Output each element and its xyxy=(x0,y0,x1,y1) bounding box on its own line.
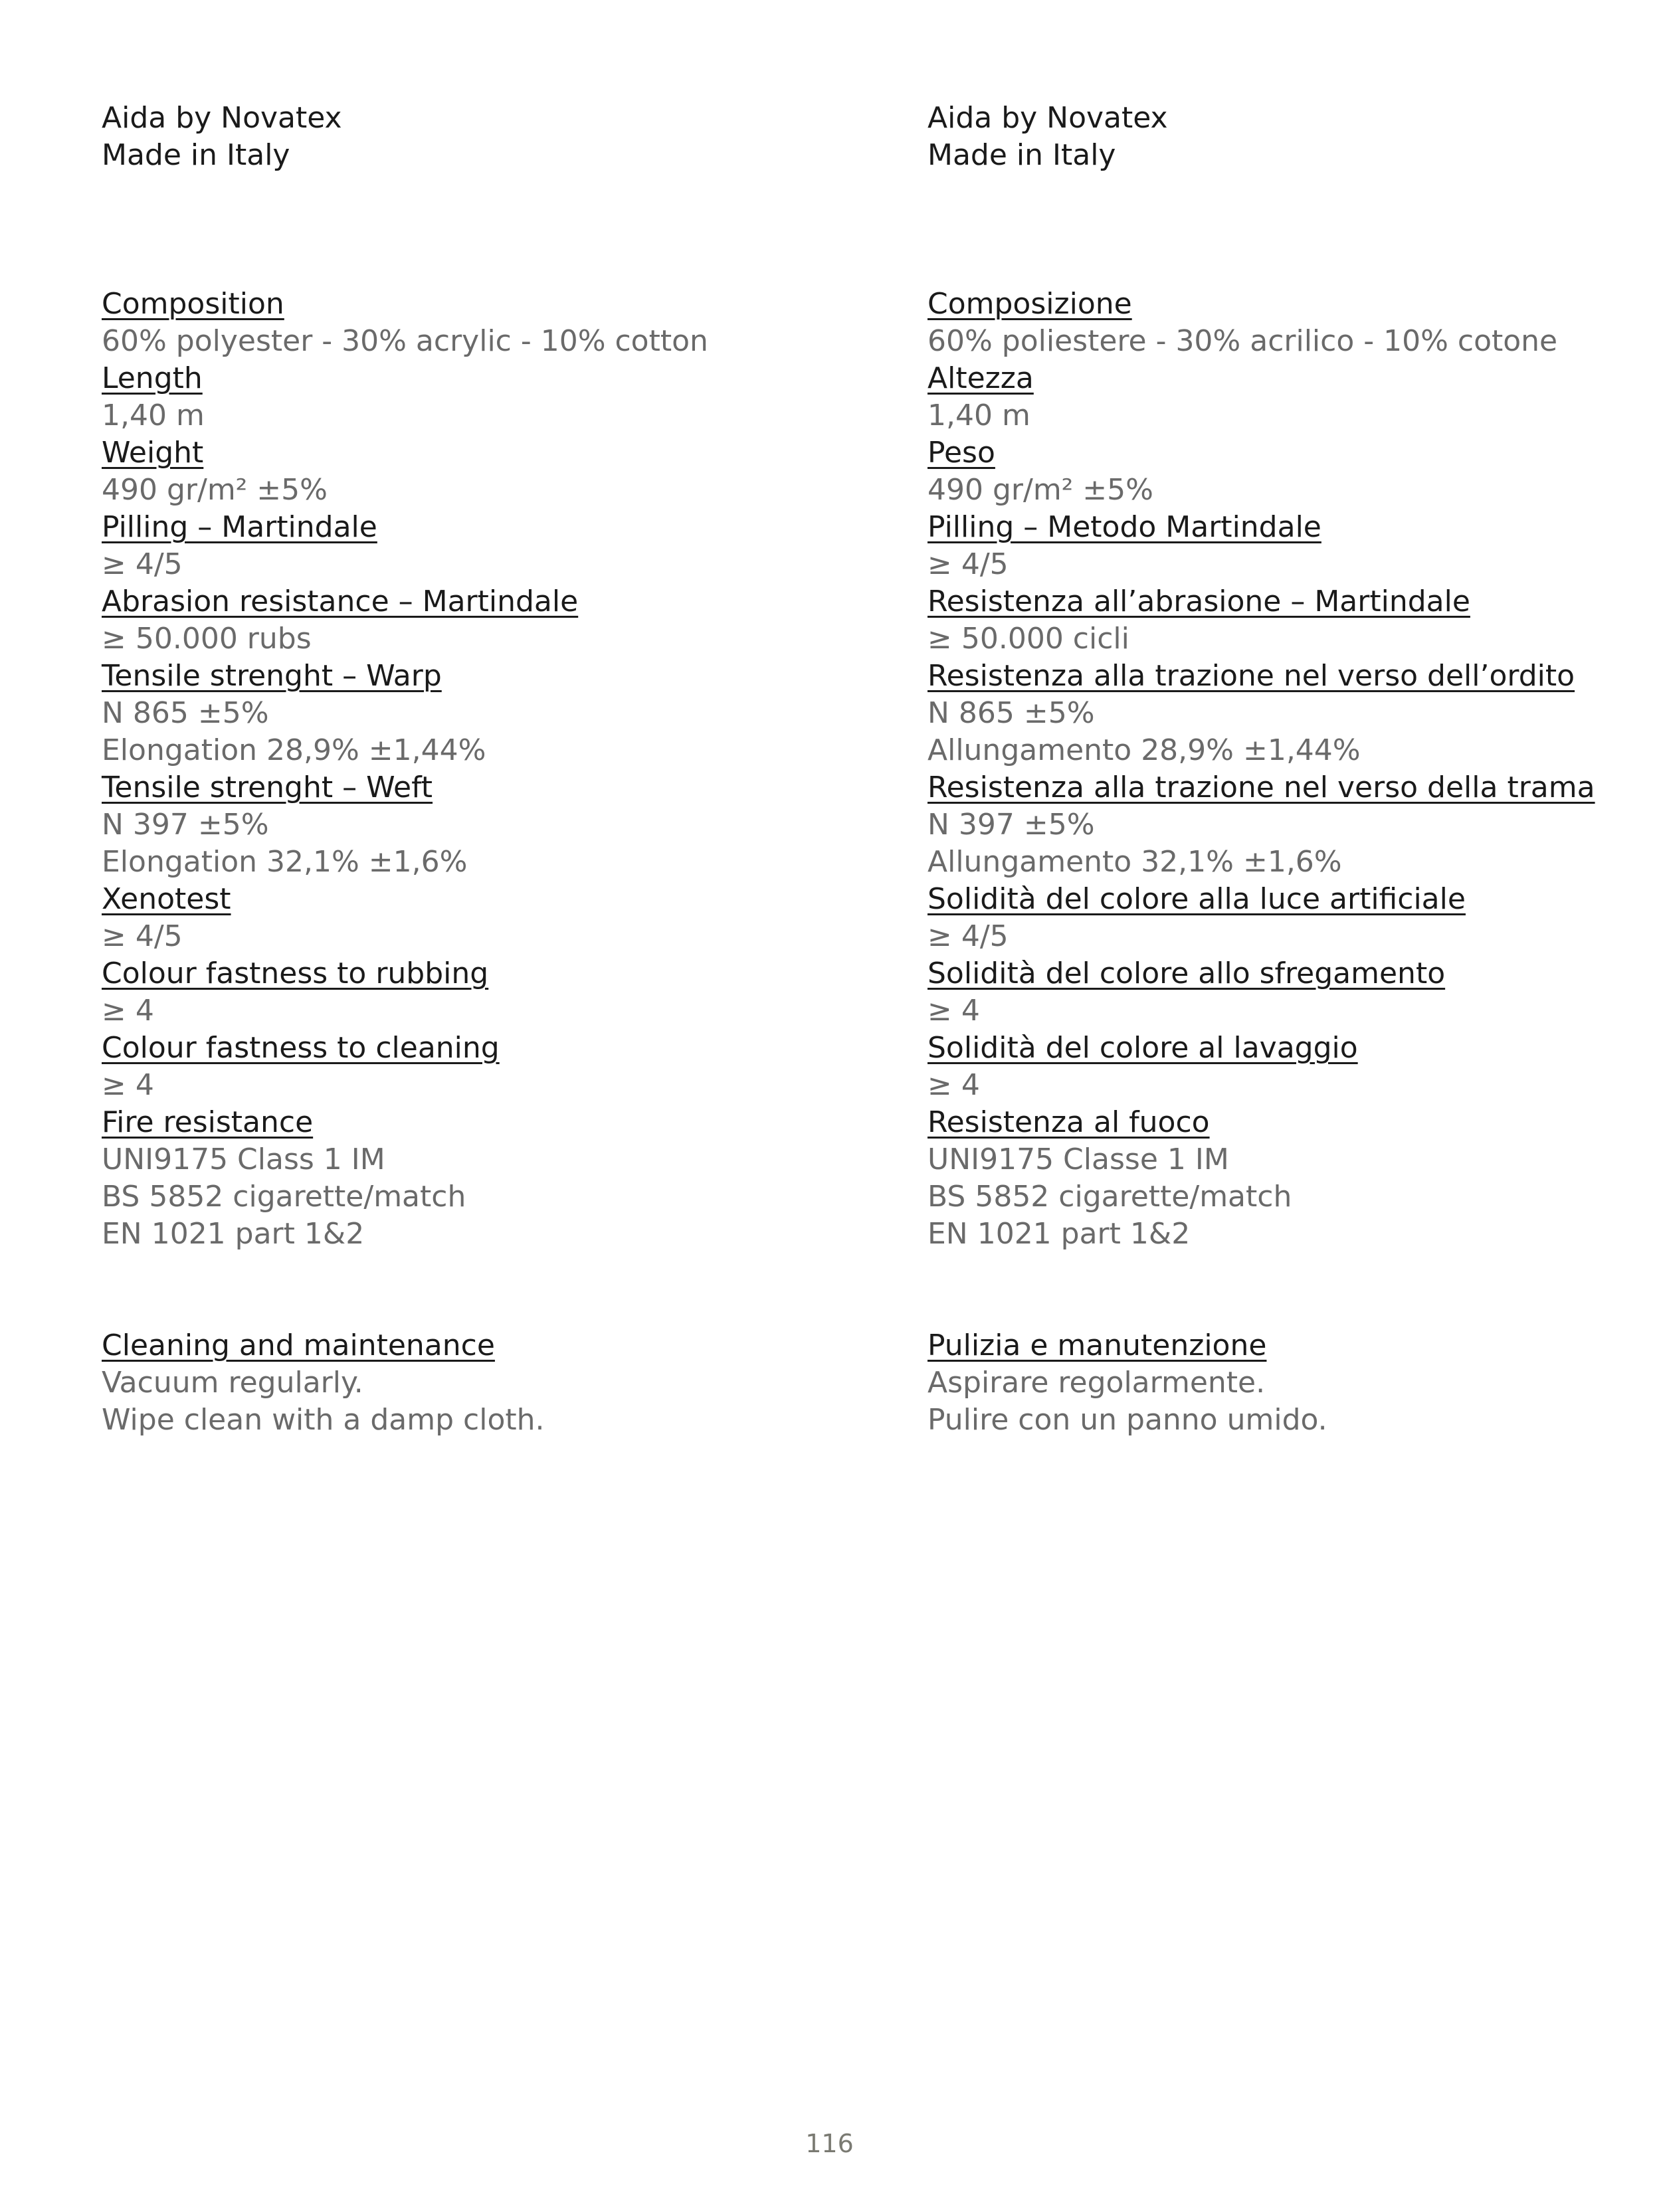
spec-value: ≥ 4/5 xyxy=(927,547,1009,581)
spec-label: Composition xyxy=(102,287,284,321)
brand-name: Aida by Novatex xyxy=(102,101,342,135)
spec-label: Pilling – Martindale xyxy=(102,510,377,544)
spec-value: ≥ 4 xyxy=(927,1068,980,1102)
care-heading: Pulizia e manutenzione xyxy=(927,1329,1267,1362)
spec-value: UNI9175 Classe 1 IM xyxy=(927,1143,1229,1176)
care-text: Pulire con un panno umido. xyxy=(927,1403,1327,1437)
spec-label: Resistenza al fuoco xyxy=(927,1105,1210,1139)
spec-value: 60% polyester - 30% acrylic - 10% cotton xyxy=(102,324,708,358)
spec-value: BS 5852 cigarette/match xyxy=(927,1180,1292,1214)
spec-value: ≥ 50.000 cicli xyxy=(927,622,1129,656)
spec-value: 490 gr/m² ±5% xyxy=(102,473,328,507)
care-text: Aspirare regolarmente. xyxy=(927,1366,1266,1400)
spec-label: Resistenza all’abrasione – Martindale xyxy=(927,585,1470,618)
spec-label: Altezza xyxy=(927,361,1034,395)
spec-value: 1,40 m xyxy=(927,399,1030,432)
spec-label: Xenotest xyxy=(102,882,231,916)
spec-value: EN 1021 part 1&2 xyxy=(927,1217,1191,1251)
spec-label: Solidità del colore allo sfregamento xyxy=(927,957,1446,990)
spec-value: 60% poliestere - 30% acrilico - 10% cotone xyxy=(927,324,1558,358)
spec-value: N 397 ±5% xyxy=(102,808,269,842)
spec-label: Abrasion resistance – Martindale xyxy=(102,585,579,618)
spec-label: Tensile strenght – Warp xyxy=(102,659,442,693)
spec-label: Peso xyxy=(927,436,995,470)
spec-label: Weight xyxy=(102,436,204,470)
page-number: 116 xyxy=(805,2129,854,2158)
spec-label: Solidità del colore alla luce artificiale xyxy=(927,882,1466,916)
care-section xyxy=(102,1327,899,1439)
spec-label: Colour fastness to cleaning xyxy=(102,1031,500,1065)
spec-label: Colour fastness to rubbing xyxy=(102,957,489,990)
spec-label: Length xyxy=(102,361,203,395)
care-heading: Cleaning and maintenance xyxy=(102,1329,495,1362)
spec-value: N 865 ±5% xyxy=(927,696,1095,730)
spec-value: ≥ 4/5 xyxy=(927,919,1009,953)
care-section xyxy=(927,1327,1659,1439)
care-text: Vacuum regularly. xyxy=(102,1366,363,1400)
spec-value: 490 gr/m² ±5% xyxy=(927,473,1153,507)
spec-value: ≥ 4 xyxy=(102,994,154,1028)
spec-value: BS 5852 cigarette/match xyxy=(102,1180,466,1214)
spec-label: Fire resistance xyxy=(102,1105,314,1139)
spec-label: Composizione xyxy=(927,287,1132,321)
brand-name: Aida by Novatex xyxy=(927,101,1168,135)
care-text: Wipe clean with a damp cloth. xyxy=(102,1403,545,1437)
origin: Made in Italy xyxy=(927,138,1116,172)
spec-value: ≥ 4/5 xyxy=(102,919,183,953)
spec-value: Allungamento 28,9% ±1,44% xyxy=(927,733,1361,767)
spec-label: Solidità del colore al lavaggio xyxy=(927,1031,1358,1065)
spec-list xyxy=(102,286,899,1253)
spec-value: N 397 ±5% xyxy=(927,808,1095,842)
italian-column xyxy=(927,100,1659,1439)
spec-value: Allungamento 32,1% ±1,6% xyxy=(927,845,1342,879)
spec-value: EN 1021 part 1&2 xyxy=(102,1217,365,1251)
english-column xyxy=(102,100,899,1439)
spec-label: Resistenza alla trazione nel verso della trama xyxy=(927,771,1595,804)
spec-value: ≥ 4 xyxy=(102,1068,154,1102)
spec-label: Pilling – Metodo Martindale xyxy=(927,510,1321,544)
spec-value: ≥ 50.000 rubs xyxy=(102,622,312,656)
spec-value: ≥ 4 xyxy=(927,994,980,1028)
spec-value: 1,40 m xyxy=(102,399,205,432)
spec-value: Elongation 32,1% ±1,6% xyxy=(102,845,468,879)
spec-value: ≥ 4/5 xyxy=(102,547,183,581)
spec-value: Elongation 28,9% ±1,44% xyxy=(102,733,486,767)
spec-label: Resistenza alla trazione nel verso dell’ordito xyxy=(927,659,1575,693)
spec-list xyxy=(927,286,1659,1253)
spec-value: UNI9175 Class 1 IM xyxy=(102,1143,385,1176)
spec-value: N 865 ±5% xyxy=(102,696,269,730)
spec-label: Tensile strenght – Weft xyxy=(102,771,433,804)
origin: Made in Italy xyxy=(102,138,290,172)
